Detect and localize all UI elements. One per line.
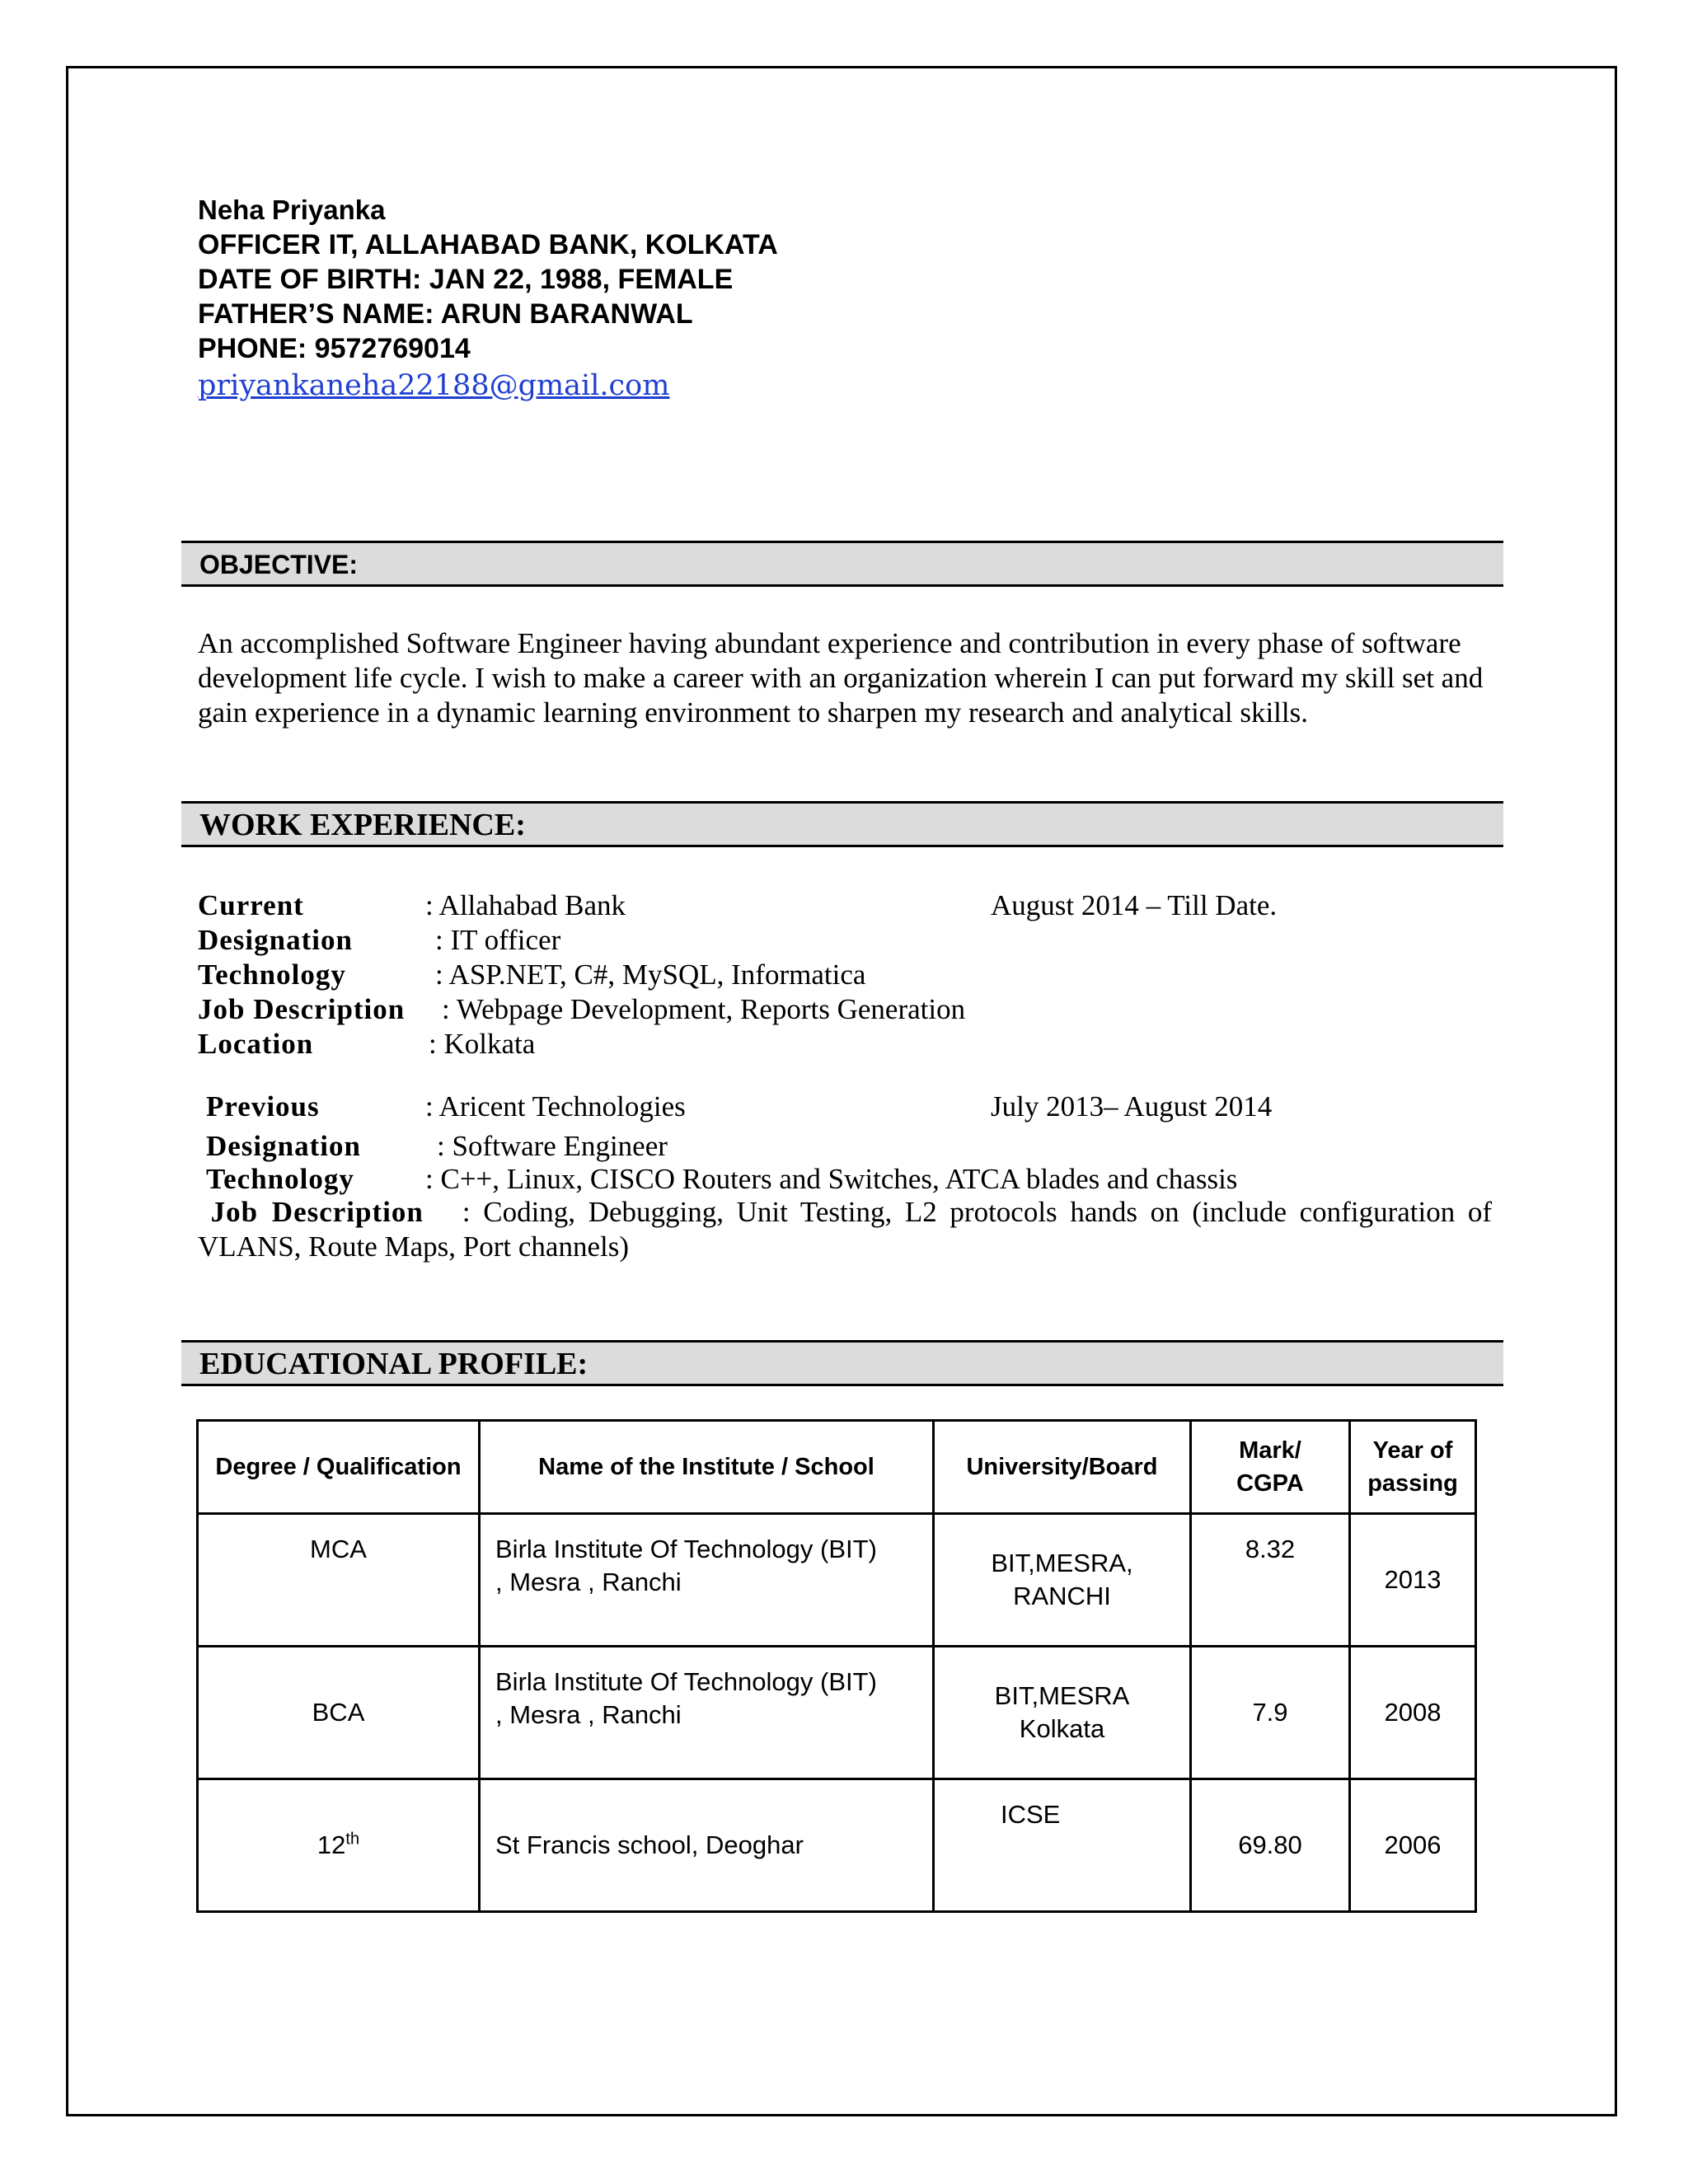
mark-cell: 7.9	[1191, 1647, 1350, 1779]
table-row	[198, 1779, 1476, 1912]
current-technology-label: Technology	[198, 958, 346, 991]
current-designation-label: Designation	[198, 924, 353, 956]
col-year-label-2: passing	[1367, 1470, 1458, 1497]
candidate-position: OFFICER IT, ALLAHABAD BANK, KOLKATA	[198, 229, 778, 260]
col-year	[1350, 1421, 1476, 1514]
previous-label: Previous	[206, 1090, 320, 1122]
mark-cell: 8.32	[1191, 1514, 1350, 1647]
degree-suffix: th	[345, 1830, 360, 1849]
col-degree: Degree / Qualification	[198, 1421, 480, 1514]
current-company: : Allahabad Bank	[425, 889, 626, 921]
objective-heading-band	[181, 541, 1503, 587]
degree-cell: MCA	[198, 1514, 480, 1647]
col-mark-label-2: CGPA	[1236, 1470, 1304, 1497]
institute-cell	[480, 1514, 934, 1647]
degree-cell	[198, 1779, 480, 1912]
degree-cell: BCA	[198, 1647, 480, 1779]
previous-designation-label: Designation	[206, 1130, 361, 1162]
current-job-label: Job Description	[198, 993, 406, 1025]
table-row	[198, 1647, 1476, 1779]
current-technology: : ASP.NET, C#, MySQL, Informatica	[435, 958, 866, 991]
candidate-dob: DATE OF BIRTH: JAN 22, 1988, FEMALE	[198, 264, 734, 295]
current-location-label: Location	[198, 1028, 314, 1060]
table-row	[198, 1514, 1476, 1647]
education-heading-band	[181, 1340, 1503, 1386]
mark-cell: 69.80	[1191, 1779, 1350, 1912]
institute-cell	[480, 1647, 934, 1779]
degree-value: 12	[316, 1830, 346, 1859]
col-mark-label-1: Mark/	[1239, 1437, 1301, 1464]
previous-job-block	[198, 1195, 1492, 1264]
current-job: : Webpage Development, Reports Generation	[442, 993, 966, 1025]
current-location: : Kolkata	[429, 1028, 536, 1060]
col-mark	[1191, 1421, 1350, 1514]
table-header-row	[198, 1421, 1476, 1514]
board-line-1: BIT,MESRA	[994, 1681, 1130, 1710]
education-heading: EDUCATIONAL PROFILE:	[199, 1347, 588, 1381]
previous-company: : Aricent Technologies	[425, 1090, 686, 1122]
institute-line-1: Birla Institute Of Technology (BIT)	[495, 1667, 877, 1696]
previous-job-label: Job Description	[210, 1196, 424, 1228]
work-heading-band	[181, 801, 1503, 847]
candidate-name: Neha Priyanka	[198, 194, 386, 225]
col-year-label-1: Year of	[1372, 1437, 1453, 1464]
previous-period: July 2013– August 2014	[991, 1090, 1273, 1122]
board-line-2: RANCHI	[1013, 1582, 1111, 1610]
board-line-2: Kolkata	[1019, 1714, 1105, 1743]
previous-technology-label: Technology	[206, 1163, 354, 1195]
institute-line-2: , Mesra , Ranchi	[495, 1700, 682, 1729]
board-line-1: BIT,MESRA,	[991, 1549, 1133, 1577]
institute-line-2: , Mesra , Ranchi	[495, 1568, 682, 1596]
board-cell	[934, 1779, 1191, 1912]
board-cell	[934, 1647, 1191, 1779]
board-cell	[934, 1514, 1191, 1647]
col-board-label: University/Board	[966, 1454, 1158, 1480]
institute-cell	[480, 1779, 934, 1912]
year-cell: 2008	[1350, 1647, 1476, 1779]
previous-designation: : Software Engineer	[437, 1130, 668, 1162]
previous-technology: : C++, Linux, CISCO Routers and Switches, ATCA blades and chassis	[425, 1163, 1238, 1195]
institute-line-1: Birla Institute Of Technology (BIT)	[495, 1535, 877, 1563]
col-institute: Name of the Institute / School	[480, 1421, 934, 1514]
candidate-phone: PHONE: 9572769014	[198, 333, 471, 364]
board-line-1: ICSE	[1001, 1800, 1061, 1829]
candidate-father: FATHER’S NAME: ARUN BARANWAL	[198, 298, 693, 330]
year-cell: 2013	[1350, 1514, 1476, 1647]
previous-job: : Coding, Debugging, Unit Testing, L2 protocols hands on (include configuration of VLANS, Route Maps, Port channels)	[198, 1196, 1493, 1263]
col-board	[934, 1421, 1191, 1514]
institute-line-1: St Francis school, Deoghar	[495, 1830, 804, 1859]
current-label: Current	[198, 889, 304, 921]
year-cell: 2006	[1350, 1779, 1476, 1912]
objective-text: An accomplished Software Engineer having abundant experience and contribution in every phase of software development life cycle. I wish to make a career with an organization wherein I can put forward my skill set and gain experience in a dynamic learning environment to sharpen my research and analytical skills.	[198, 627, 1484, 729]
work-heading: WORK EXPERIENCE:	[199, 808, 526, 842]
current-period: August 2014 – Till Date.	[991, 889, 1278, 921]
objective-heading: OBJECTIVE:	[199, 550, 359, 579]
current-designation: : IT officer	[435, 924, 561, 956]
email-link[interactable]: priyankaneha22188@gmail.com	[198, 369, 670, 402]
education-table	[196, 1419, 1477, 1913]
